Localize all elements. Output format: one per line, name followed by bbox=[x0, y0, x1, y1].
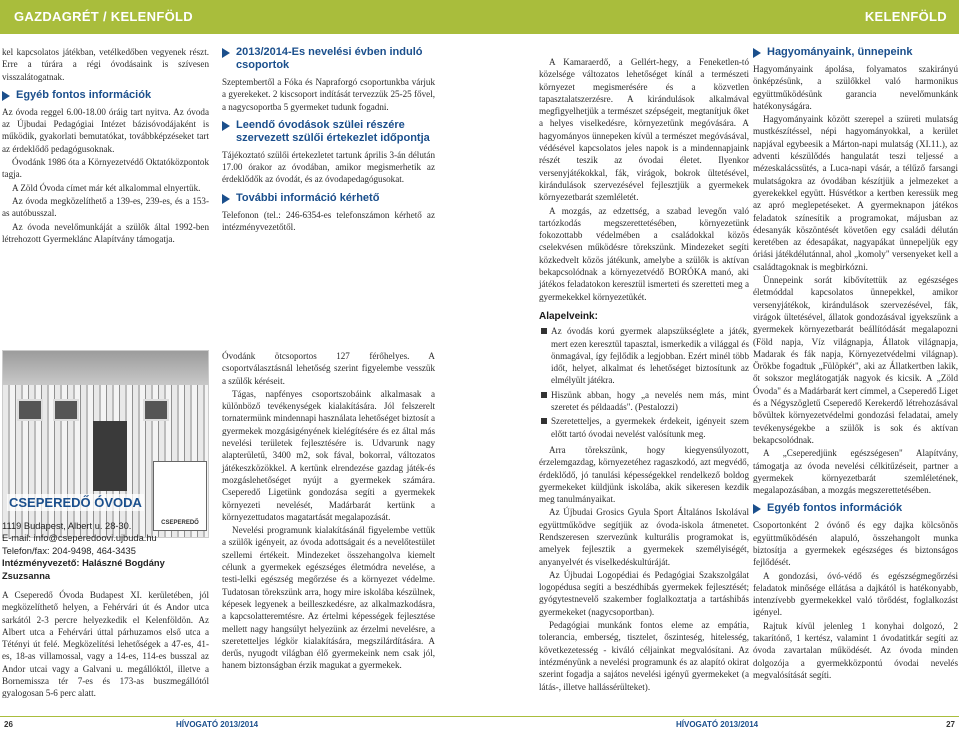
triangle-bullet-icon bbox=[753, 48, 761, 58]
header-district-title: KELENFÖLD bbox=[864, 9, 947, 24]
paragraph: Hagyományaink között szerepel a szüreti mulatság mustkészítéssel, népi hagyományokkal, a kerület napjával egybeesik a Márton-napi mulatság (XI.11.), az adventi készülődés hangulatát teszi teljessé a mézeskalácssütés, a Luca-napi vásár, a télűző farsangi mulatságokra az óvodában készítjük a jelmezeket a gyerekekkel együtt. Húsvétkor a kertben keressük meg az apró meglepetéseket. A gyermeknapon játékos feladatok színesítik a programokat, májusban az édesanyák köszöntését követően egy családi délután keretében az édesapákat, nagyapákat ünnepeljük egy óriási játékdélutánnal, ahol „komoly" versenyeket kell a családtagoknak is megbirkózni. bbox=[753, 114, 958, 272]
paragraph: Szeptembertől a Fóka és Napraforgó csoportunkba várjuk a gyerekeket. 2 kiscsoport indítását tervezzük 25-25 fővel, a nagycsoportba 5 gyermeket tudunk fogadni. bbox=[222, 77, 435, 112]
kindergarten-name: CSEPEREDŐ ÓVODA bbox=[9, 495, 142, 510]
paragraph: A gondozási, óvó-védő és egészségmegőrzési feladatok minősége ellátása a dajkától is hatékonyabb, intenzívebb gyermekekkel való törődést, foglalkozást igényel. bbox=[753, 570, 958, 618]
magazine-title-right: HÍVOGATÓ 2013/2014 bbox=[676, 720, 759, 729]
leader: Intézményvezető: Halászné Bogdány Zsuzsanna bbox=[2, 558, 165, 581]
column-4 bbox=[753, 46, 958, 682]
paragraph: Pedagógiai munkánk fontos eleme az empátia, tolerancia, emberség, tisztelet, őszinteség, hitelesség, következetesség - kiváló céljainkat megvalósítani. Az intézményünk a nevelési programunk és az alapító okirat szerint fogadja a sajátos nevelési igényű gyermekeket (a látás-, illetve hallássérülteket). bbox=[539, 620, 749, 692]
section-heading-groups: 2013/2014-Es nevelési évben induló csoportok bbox=[222, 46, 435, 72]
paragraph: Az Újbudai Logopédiai és Pedagógiai Szakszolgálat logopédusa segíti a beszédhibás gyermekek fejlesztését; gyógytestnevelő szakember foglalkoztatja a tartáshibás gyermekeket (nagycsoportban). bbox=[539, 569, 749, 617]
photo-entrance bbox=[93, 421, 127, 491]
paragraph: A Kamaraerdő, a Gellért-hegy, a Feneketlen-tó közelsége változatos lehetőséget kínál a természeti környezet megismerésére és a közvetlen tapasztalatszerzésre. A kirándulások alkalmával megfigyelhetjük a természet szépségeit, megtanítjuk őket a helyes viselkedésre, környezetünk megóvására. A hagyományos ünnepeken kívül a természet megóvásával, védésével kapcsolatos jeles napok is a mindennapjaink részét teszik az óvodai életet. Ilyenkor versenyjátékokkal, fák, virágok, bokrok ültetésével, kirándulások szervezésével fejlesztjük a gyermekek környezetbarát szemléletét. bbox=[539, 57, 749, 203]
triangle-bullet-icon bbox=[753, 504, 761, 514]
photo-window bbox=[53, 399, 79, 421]
paragraph: Csoportonként 2 óvónő és egy dajka kölcsönös együttműködésén alapuló, összehangolt munka biztosítja a gyermekek egészséges és biztonságos fejlődését. bbox=[753, 520, 958, 568]
section-heading-info: Egyéb fontos információk bbox=[2, 89, 209, 102]
section-heading-other-info: Egyéb fontos információk bbox=[753, 502, 958, 515]
paragraph: A mozgás, az edzettség, a szabad levegőn való tartózkodás megszerettetésében, környezetünk fokozottabb védelmében a családokkal közös cselekvésen működésre törekszünk. Mindezeket segíti közkedvelt közös játékunk, amelybe a szülők is aktívan bekapcsolódnak a környezetvédő BORÓKA manó, aki játékos feladatokon keresztül ismerteti és szeretteti meg a gyermekekkel környezetükét. bbox=[539, 205, 749, 302]
page-header-bar bbox=[0, 0, 959, 34]
paragraph: Tágas, napfényes csoportszobáink alkalmasak a különböző tevékenységek kialakítására. Jól felszerelt tornatermünk mindennapi használata lehetőséget biztosít a gyermekek mozgásigényének kielégítésére és ez által más nevelési területek fejlesztésére is. Udvarunk nagy alapterületű, 3400 m2, sok fával, bokorral, változatos játékeszközökkel. A kertünk elrendezése gazdag játék-és mozgáslehetőséget nyújt a gyermekek számára. Cseperedő Ligetünk gondozása segíti a gyermekek környezeti nevelését, Madárbarát kertünk a környezettudatos magatartását megalapozását. bbox=[222, 388, 435, 522]
address: 1119 Budapest, Albert u. 28-30. bbox=[2, 521, 132, 531]
header-section-title: GAZDAGRÉT / KELENFÖLD bbox=[14, 9, 193, 24]
paragraph: Telefonon (tel.: 246-6354-es telefonszámon kérhető az intézményvezetőtől. bbox=[222, 209, 435, 233]
section-heading-traditions: Hagyományaink, ünnepeink bbox=[753, 46, 958, 59]
paragraph: Az óvoda megközelíthető a 139-es, 239-es, és a 153-as autóbusszal. bbox=[2, 195, 209, 219]
paragraph: Arra törekszünk, hogy kiegyensúlyozott, érzelemgazdag, környezetéhez ragaszkodó, azt megvédő, érdeklődő, jó tanulási képességekkel rendelkező boldog gyermekeket küldjünk iskolába, akik sikeresen kezdik meg tanulmányaikat. bbox=[539, 444, 749, 505]
paragraph: A Zöld Óvoda címet már két alkalommal elnyertük. bbox=[12, 182, 201, 193]
section-heading-more-info: További információ kérhető bbox=[222, 192, 435, 205]
triangle-bullet-icon bbox=[222, 121, 230, 131]
paragraph: Nevelési programunk kialakításánál figyelembe vettük a szülők igényeit, az óvoda adottságait és a nevelőtestület szellemi értékeit. Mindezeket összehangolva kiemelt célunk a gyermekek egészséges életmódra nevelése, a testi-lelki egészség megőrzése és a környezet védelme. Tudatosan törekszünk arra, hogy mire iskolába készülnek, képesek legyenek a beilleszkedésre, az alkalmazkodásra, a kapcsolatteremtésre. Az értelmi képességek fejlesztése mellett nagy hangsúlyt helyezünk az érzelmi nevelésre, a szeretetteljes légkör kialakítására, megszilárdítására. A derűs, nyugodt világban élő gyermekeink nem csak jól, hanem biztonságban érzik magukat a gyermekek. bbox=[222, 525, 435, 671]
triangle-bullet-icon bbox=[222, 48, 230, 58]
photo-window bbox=[17, 399, 43, 421]
paragraph: Ünnepeink sorát kibővítettük az egészséges életmóddal kapcsolatos ünnepekkel, amikor versenyjátékok, kirándulások szervezésével, fák, virágok ültetésével, állatok gondozásával igyekszünk a gyermekek környezetbarát beállítódását megalapozni (Föld napja, Víz világnapja, Állatok világnapja, Madarak és fák napja, Környezetvédelmi világnap). Örökbe fogadtuk „Fülöpkét", aki az Állatkertben lakik, őt sokszor meglátogatják nagyok és kicsik. A „Zöld Óvoda" és a Madárbarát kert címmel, a Cseperedő Liget és a Négyszögletű Cseperedő Kerekerdő létrehozásával bővültek környezetvédelmi gondozási feladatai, amely tevékenységekbe a szülők is sok és aktívan bekapcsolódnak. bbox=[753, 275, 958, 445]
column-1-lower bbox=[2, 589, 209, 701]
square-bullet-icon bbox=[541, 392, 547, 398]
page-number-left: 26 bbox=[4, 720, 13, 729]
magazine-title-left: HÍVOGATÓ 2013/2014 bbox=[176, 720, 259, 729]
contact-block bbox=[2, 520, 212, 582]
paragraph: Az Újbudai Grosics Gyula Sport Általános Iskolával együttműködve segítjük az óvoda-iskola átmenetet. Rendszeresen szervezünk kulturális programokat is, amelyek fejlesztik a gyermekek személyiségét, anyanyelvét és viselkedéskultúráját. bbox=[539, 507, 749, 567]
paragraph: Óvodánk 1986 óta a Környezetvédő Oktatóközpontok tagja. bbox=[2, 157, 209, 180]
column-2 bbox=[222, 46, 435, 234]
square-bullet-icon bbox=[541, 328, 547, 334]
bullet-item: Szeretetteljes, a gyermekek érdekeit, igényeit szem előtt tartó óvodai nevelést valósítunk meg. bbox=[539, 415, 749, 440]
paragraph: A Cseperedő Óvoda Budapest XI. kerületében, jól megközelíthető helyen, a Fehérvári út és Andor utca sarkától 2-3 percre helyezkedik el Kelenföldön. Az Albert utca a Fehérvári úttal párhuzamos első utca a Tétényi út felé. Megközelítési lehetőségek a 47-es, 41-es, 18-as villamossal, vagy a 14-es, 114-es busszal az Andor utcai vagy a Galvani u. megállóktól, illetve a Bornemissza tér 7-es és 173-as buszmegállótól gyalogosan 5-6 perc alatt. bbox=[2, 590, 209, 699]
page-footer bbox=[0, 716, 959, 731]
phone: Telefon/fax: 204-9498, 464-3435 bbox=[2, 545, 136, 556]
principles-heading: Alapelveink: bbox=[539, 310, 598, 322]
column-3 bbox=[539, 56, 749, 694]
paragraph: Tájékoztató szülői értekezletet tartunk április 3-án délután 17.00 órakor az óvodában, amikor megismerhetik az érdeklődők az óvodát, és az óvodapedagógusokat. bbox=[222, 149, 435, 185]
email: E-mail: info@cseperedoovi.ujbuda.hu bbox=[2, 533, 157, 544]
triangle-bullet-icon bbox=[222, 194, 230, 204]
kindergarten-photo bbox=[2, 350, 209, 538]
column-1 bbox=[2, 46, 209, 246]
paragraph: kel kapcsolatos játékban, vetélkedőben vegyenek részt. Erre a túrára a régi óvodásaink is szívesen visszalátogatnak. bbox=[2, 47, 209, 82]
square-bullet-icon bbox=[541, 418, 547, 424]
page-number-right: 27 bbox=[946, 720, 955, 729]
paragraph: Az óvoda reggel 6.00-18.00 óráig tart nyitva. Az óvoda az Újbudai Pedagógiai Intézet bázisóvodájaként is működik, gyakorlati bemutatókat, továbbképzéseket tart az érdeklődő pedagógusoknak. bbox=[2, 106, 209, 154]
paragraph: Rajtuk kívül jelenleg 1 konyhai dolgozó, 2 takarítónő, 1 kertész, valamint 1 óvodatitkár segíti az óvoda zavartalan működését. Az óvoda minden dolgozója a gyermekközpontú óvodai nevelés megvalósítását segíti. bbox=[753, 620, 958, 680]
photo-window bbox=[143, 399, 169, 421]
paragraph: A „Cseperedjünk egészségesen" Alapítvány, támogatja az óvoda nevelési célkitűzéseit, partner a gyermekek környezetbarát szemléletének, megalapozásában, a mozgás megszerettetésében. bbox=[753, 448, 958, 496]
kindergarten-logo: CSEPEREDŐ bbox=[153, 461, 207, 531]
column-2-lower bbox=[222, 350, 435, 673]
bullet-item: Az óvodás korú gyermek alapszükséglete a játék, mert ezen keresztül tapasztal, ismerkedik a világgal és önmagával, így fejlődik a legjobban. Ezért minél több időt, helyet, alkalmat és lehetőséget biztosítunk az elmélyült játékra. bbox=[539, 325, 749, 386]
paragraph: Óvodánk ötcsoportos 127 férőhelyes. A csoportválasztásnál lehetőség szerint figyelembe vesszük a szülők kéréseit. bbox=[222, 351, 435, 386]
triangle-bullet-icon bbox=[2, 91, 10, 101]
bullet-item: Hiszünk abban, hogy „a nevelés nem más, mint szeretet és példaadás". (Pestalozzi) bbox=[539, 389, 749, 414]
photo-roof bbox=[3, 351, 209, 385]
paragraph: Hagyományaink ápolása, folyamatos szakirányú önképzésünk, a szülőkkel való harmonikus együttműködésünk garancia nevelőmunkánk hatékonyságára. bbox=[753, 64, 958, 111]
footer-rule bbox=[0, 716, 959, 717]
section-heading-meeting: Leendő óvodások szülei részére szervezett szülői értekezlet időpontja bbox=[222, 119, 435, 145]
paragraph: Az óvoda nevelőmunkáját a szülők által 1992-ben létrehozott Gyermeklánc Alapítvány támogatja. bbox=[2, 221, 209, 244]
